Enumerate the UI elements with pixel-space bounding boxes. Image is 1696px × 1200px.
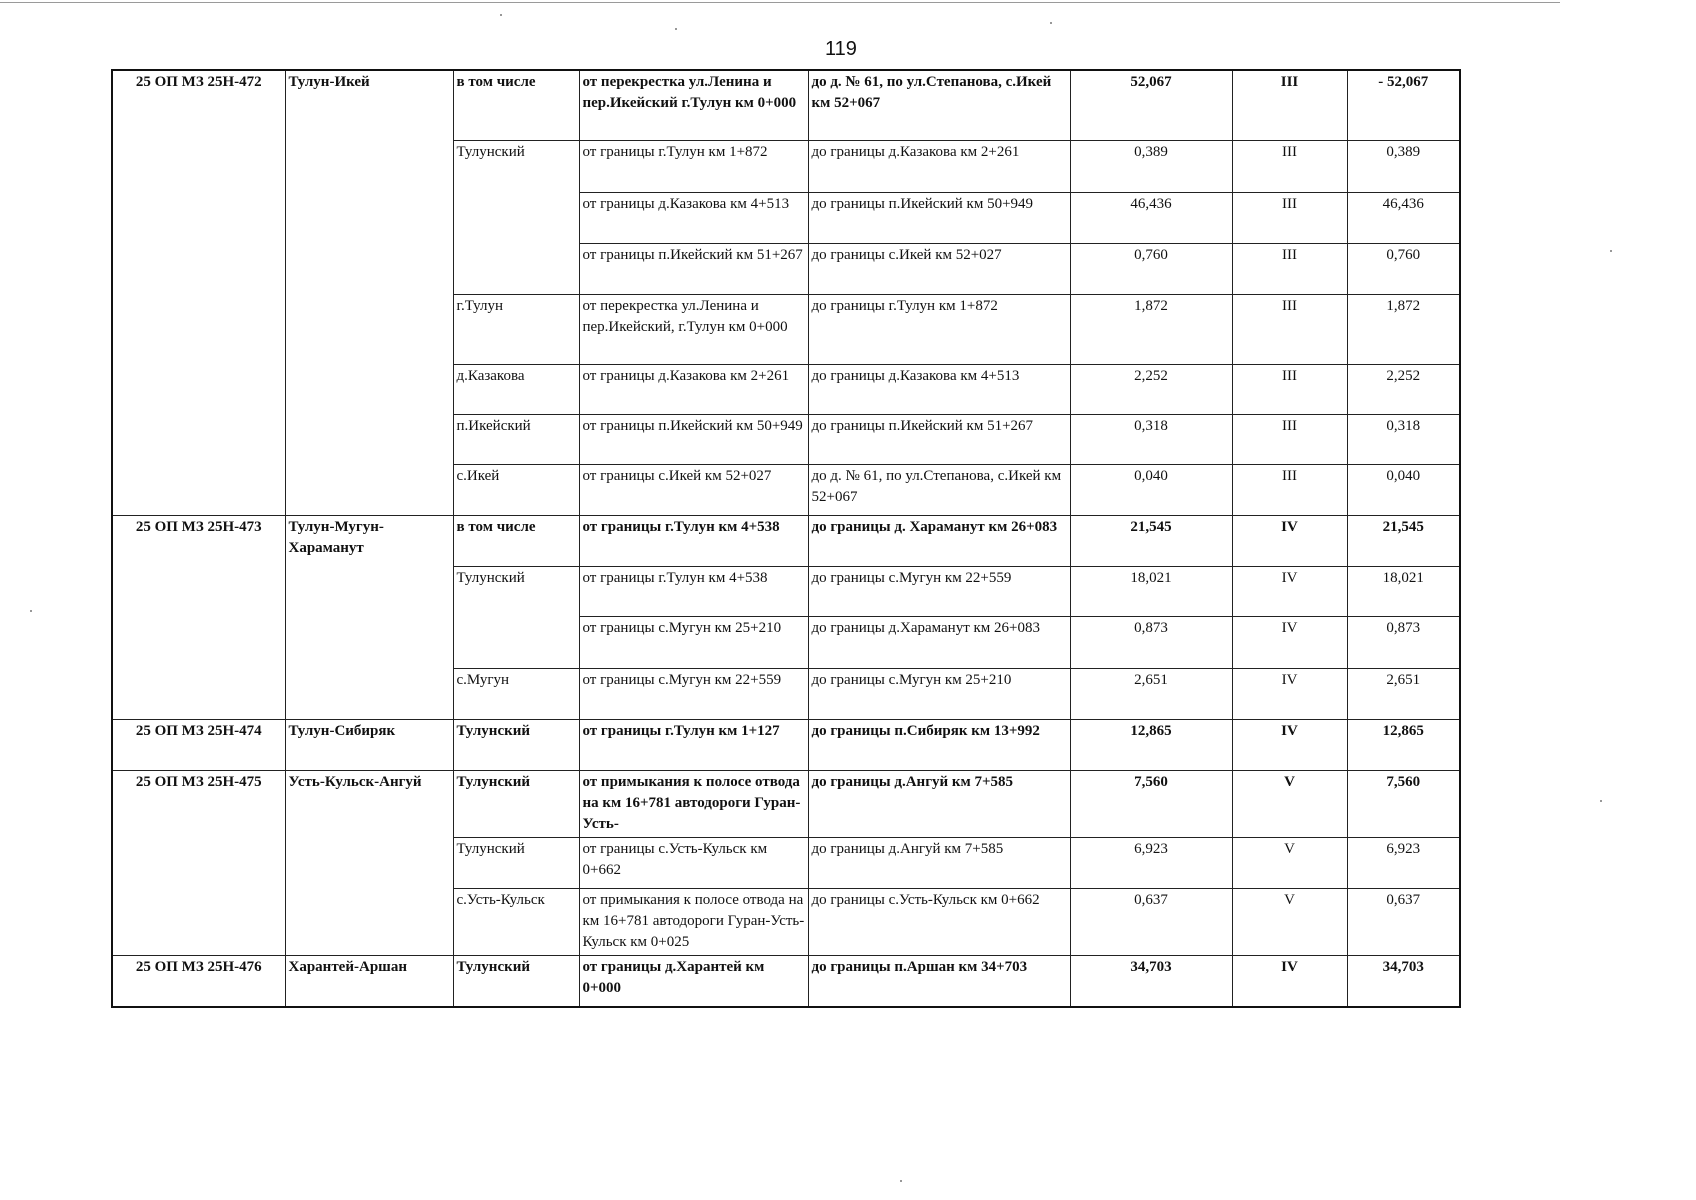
- from-cell: от границы с.Мугун км 25+210: [579, 616, 808, 668]
- district-cell: [453, 192, 579, 243]
- length-total-cell: 12,865: [1347, 719, 1460, 770]
- table-row: [112, 464, 1460, 515]
- roads-table-body: [112, 70, 1460, 1007]
- category-cell: IV: [1232, 515, 1347, 566]
- to-cell: до границы с.Икей км 52+027: [808, 243, 1070, 294]
- table-row: [112, 719, 1460, 770]
- road-code: 25 ОП МЗ 25Н-473: [112, 515, 285, 566]
- category-cell: IV: [1232, 616, 1347, 668]
- length-total-cell: - 52,067: [1347, 70, 1460, 140]
- category-cell: IV: [1232, 719, 1347, 770]
- scan-speck: [900, 1180, 902, 1182]
- length-total-cell: 2,252: [1347, 364, 1460, 414]
- category-cell: III: [1232, 464, 1347, 515]
- to-cell: до границы п.Аршан км 34+703: [808, 955, 1070, 1007]
- road-name: Тулун-Икей: [285, 70, 453, 140]
- from-cell: от границы д.Казакова км 4+513: [579, 192, 808, 243]
- from-cell: от примыкания к полосе отвода на км 16+781 автодороги Гуран-Усть-Кульск км 0+025: [579, 888, 808, 955]
- road-name: [285, 464, 453, 515]
- road-code: [112, 888, 285, 955]
- length-cell: 7,560: [1070, 770, 1232, 837]
- category-cell: V: [1232, 837, 1347, 888]
- road-code: 25 ОП МЗ 25Н-472: [112, 70, 285, 140]
- road-name: [285, 140, 453, 192]
- from-cell: от границы п.Икейский км 51+267: [579, 243, 808, 294]
- to-cell: до границы п.Икейский км 50+949: [808, 192, 1070, 243]
- category-cell: V: [1232, 888, 1347, 955]
- from-cell: от границы г.Тулун км 1+127: [579, 719, 808, 770]
- to-cell: до границы п.Икейский км 51+267: [808, 414, 1070, 464]
- length-total-cell: 0,389: [1347, 140, 1460, 192]
- to-cell: до границы д.Казакова км 4+513: [808, 364, 1070, 414]
- road-name: Тулун-Сибиряк: [285, 719, 453, 770]
- from-cell: от границы п.Икейский км 50+949: [579, 414, 808, 464]
- table-row: [112, 192, 1460, 243]
- scan-edge-line: [0, 2, 1560, 3]
- length-total-cell: 34,703: [1347, 955, 1460, 1007]
- from-cell: от границы с.Икей км 52+027: [579, 464, 808, 515]
- from-cell: от перекрестка ул.Ленина и пер.Икейский, г.Тулун км 0+000: [579, 294, 808, 364]
- from-cell: от границы г.Тулун км 4+538: [579, 566, 808, 616]
- table-row: [112, 616, 1460, 668]
- table-row: [112, 770, 1460, 837]
- table-row: [112, 566, 1460, 616]
- category-cell: III: [1232, 294, 1347, 364]
- length-total-cell: 0,873: [1347, 616, 1460, 668]
- scan-speck: [1610, 250, 1612, 252]
- category-cell: III: [1232, 192, 1347, 243]
- length-cell: 18,021: [1070, 566, 1232, 616]
- table-row: [112, 243, 1460, 294]
- length-cell: 12,865: [1070, 719, 1232, 770]
- road-name: [285, 243, 453, 294]
- to-cell: до границы д.Хараманут км 26+083: [808, 616, 1070, 668]
- table-row: [112, 888, 1460, 955]
- road-name: [285, 837, 453, 888]
- category-cell: IV: [1232, 566, 1347, 616]
- category-cell: III: [1232, 140, 1347, 192]
- length-total-cell: 1,872: [1347, 294, 1460, 364]
- to-cell: до д. № 61, по ул.Степанова, с.Икей км 52+067: [808, 70, 1070, 140]
- length-total-cell: 7,560: [1347, 770, 1460, 837]
- length-cell: 0,637: [1070, 888, 1232, 955]
- road-code: 25 ОП МЗ 25Н-475: [112, 770, 285, 837]
- category-cell: III: [1232, 70, 1347, 140]
- from-cell: от примыкания к полосе отвода на км 16+781 автодороги Гуран-Усть-: [579, 770, 808, 837]
- to-cell: до границы д.Казакова км 2+261: [808, 140, 1070, 192]
- to-cell: до границы д.Ангуй км 7+585: [808, 837, 1070, 888]
- length-cell: 1,872: [1070, 294, 1232, 364]
- road-name: [285, 364, 453, 414]
- road-code: [112, 566, 285, 616]
- scan-speck: [675, 28, 677, 30]
- scan-speck: [1600, 800, 1602, 802]
- table-row: [112, 668, 1460, 719]
- to-cell: до границы п.Сибиряк км 13+992: [808, 719, 1070, 770]
- length-cell: 0,760: [1070, 243, 1232, 294]
- length-total-cell: 0,637: [1347, 888, 1460, 955]
- district-cell: в том числе: [453, 70, 579, 140]
- road-code: [112, 464, 285, 515]
- category-cell: IV: [1232, 955, 1347, 1007]
- category-cell: III: [1232, 414, 1347, 464]
- road-code: [112, 837, 285, 888]
- from-cell: от границы г.Тулун км 4+538: [579, 515, 808, 566]
- district-cell: [453, 616, 579, 668]
- to-cell: до границы г.Тулун км 1+872: [808, 294, 1070, 364]
- to-cell: до границы с.Мугун км 25+210: [808, 668, 1070, 719]
- length-cell: 0,040: [1070, 464, 1232, 515]
- district-cell: с.Мугун: [453, 668, 579, 719]
- road-name: Тулун-Мугун-Хараманут: [285, 515, 453, 566]
- length-cell: 0,318: [1070, 414, 1232, 464]
- road-name: [285, 414, 453, 464]
- category-cell: III: [1232, 243, 1347, 294]
- from-cell: от перекрестка ул.Ленина и пер.Икейский г.Тулун км 0+000: [579, 70, 808, 140]
- from-cell: от границы д.Харантей км 0+000: [579, 955, 808, 1007]
- table-row: [112, 414, 1460, 464]
- to-cell: до границы с.Мугун км 22+559: [808, 566, 1070, 616]
- road-code: [112, 668, 285, 719]
- to-cell: до границы д. Хараманут км 26+083: [808, 515, 1070, 566]
- district-cell: в том числе: [453, 515, 579, 566]
- category-cell: III: [1232, 364, 1347, 414]
- road-code: 25 ОП МЗ 25Н-476: [112, 955, 285, 1007]
- table-row: [112, 837, 1460, 888]
- page-number: 119: [825, 38, 857, 60]
- road-name: [285, 616, 453, 668]
- to-cell: до границы д.Ангуй км 7+585: [808, 770, 1070, 837]
- road-code: [112, 414, 285, 464]
- from-cell: от границы г.Тулун км 1+872: [579, 140, 808, 192]
- length-total-cell: 0,760: [1347, 243, 1460, 294]
- district-cell: Тулунский: [453, 719, 579, 770]
- table-row: [112, 294, 1460, 364]
- length-cell: 34,703: [1070, 955, 1232, 1007]
- road-code: [112, 294, 285, 364]
- length-total-cell: 21,545: [1347, 515, 1460, 566]
- road-code: [112, 243, 285, 294]
- road-name: [285, 888, 453, 955]
- length-total-cell: 0,040: [1347, 464, 1460, 515]
- length-cell: 21,545: [1070, 515, 1232, 566]
- length-total-cell: 46,436: [1347, 192, 1460, 243]
- length-cell: 52,067: [1070, 70, 1232, 140]
- to-cell: до д. № 61, по ул.Степанова, с.Икей км 52+067: [808, 464, 1070, 515]
- district-cell: Тулунский: [453, 955, 579, 1007]
- table-row: [112, 140, 1460, 192]
- roads-table: [111, 69, 1461, 1008]
- road-code: [112, 140, 285, 192]
- district-cell: с.Усть-Кульск: [453, 888, 579, 955]
- district-cell: Тулунский: [453, 837, 579, 888]
- from-cell: от границы с.Мугун км 22+559: [579, 668, 808, 719]
- road-name: Харантей-Аршан: [285, 955, 453, 1007]
- district-cell: д.Казакова: [453, 364, 579, 414]
- to-cell: до границы с.Усть-Кульск км 0+662: [808, 888, 1070, 955]
- length-cell: 0,389: [1070, 140, 1232, 192]
- road-name: [285, 294, 453, 364]
- district-cell: п.Икейский: [453, 414, 579, 464]
- road-name: [285, 192, 453, 243]
- from-cell: от границы д.Казакова км 2+261: [579, 364, 808, 414]
- road-code: [112, 616, 285, 668]
- district-cell: Тулунский: [453, 566, 579, 616]
- length-cell: 46,436: [1070, 192, 1232, 243]
- road-code: [112, 192, 285, 243]
- road-name: Усть-Кульск-Ангуй: [285, 770, 453, 837]
- road-name: [285, 668, 453, 719]
- table-row: [112, 364, 1460, 414]
- scan-speck: [1050, 22, 1052, 24]
- road-name: [285, 566, 453, 616]
- length-total-cell: 18,021: [1347, 566, 1460, 616]
- district-cell: г.Тулун: [453, 294, 579, 364]
- length-total-cell: 0,318: [1347, 414, 1460, 464]
- table-row: [112, 70, 1460, 140]
- category-cell: V: [1232, 770, 1347, 837]
- length-cell: 6,923: [1070, 837, 1232, 888]
- road-code: 25 ОП МЗ 25Н-474: [112, 719, 285, 770]
- table-row: [112, 515, 1460, 566]
- district-cell: Тулунский: [453, 770, 579, 837]
- length-cell: 0,873: [1070, 616, 1232, 668]
- table-row: [112, 955, 1460, 1007]
- district-cell: [453, 243, 579, 294]
- length-cell: 2,252: [1070, 364, 1232, 414]
- scan-speck: [500, 14, 502, 16]
- from-cell: от границы с.Усть-Кульск км 0+662: [579, 837, 808, 888]
- road-code: [112, 364, 285, 414]
- district-cell: Тулунский: [453, 140, 579, 192]
- scan-speck: [30, 610, 32, 612]
- length-total-cell: 6,923: [1347, 837, 1460, 888]
- district-cell: с.Икей: [453, 464, 579, 515]
- length-total-cell: 2,651: [1347, 668, 1460, 719]
- length-cell: 2,651: [1070, 668, 1232, 719]
- category-cell: IV: [1232, 668, 1347, 719]
